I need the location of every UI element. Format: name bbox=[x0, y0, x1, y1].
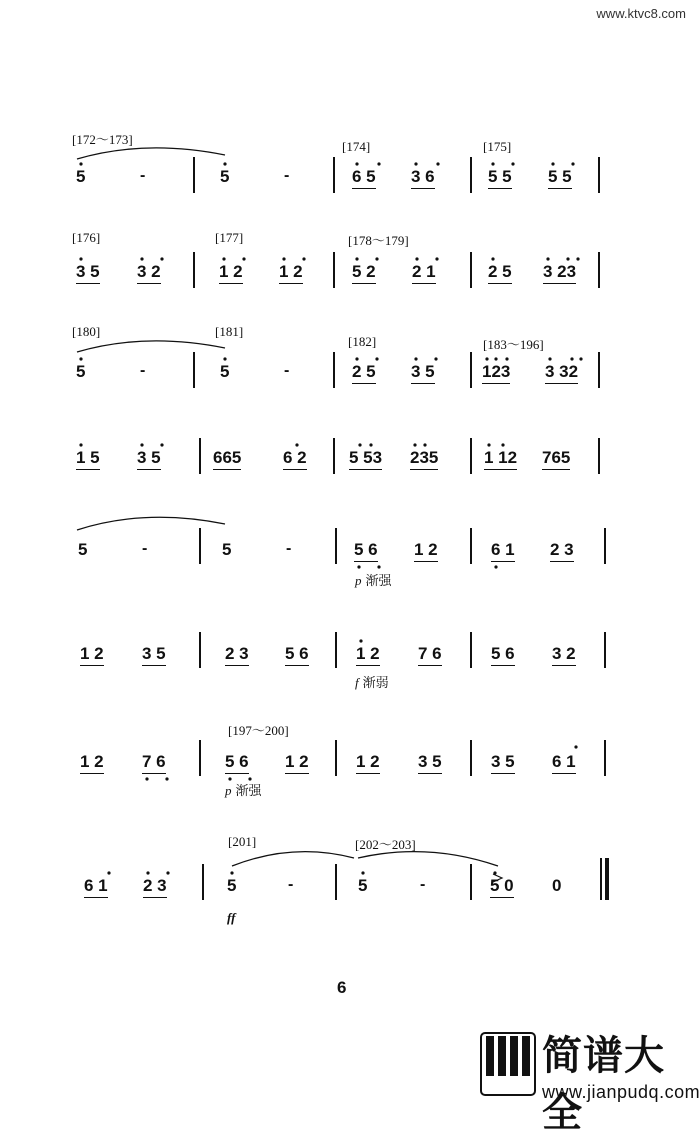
slur bbox=[75, 512, 235, 536]
dash: - bbox=[140, 362, 146, 379]
dash: - bbox=[420, 876, 426, 893]
note: 123 bbox=[482, 362, 510, 384]
note: 5 5 bbox=[548, 167, 572, 189]
note: 3 5 bbox=[418, 752, 442, 774]
octave-dots bbox=[0, 254, 600, 264]
final-barline-thin bbox=[600, 858, 602, 900]
note: 3 5 bbox=[137, 448, 161, 470]
barline bbox=[604, 632, 606, 668]
dash: - bbox=[286, 540, 292, 557]
note: 1 2 bbox=[285, 752, 309, 774]
octave-dots bbox=[0, 159, 600, 169]
piano-keys-icon bbox=[480, 1032, 536, 1096]
score-system-6 bbox=[0, 620, 700, 710]
score-system-8 bbox=[0, 828, 700, 925]
barline bbox=[199, 528, 201, 564]
note: 1 5 bbox=[76, 448, 100, 470]
note: 5 bbox=[76, 167, 86, 186]
low-octave-dots bbox=[0, 564, 600, 574]
note: 5 bbox=[78, 540, 88, 559]
note: 5 bbox=[222, 540, 232, 559]
measure-number: [176] bbox=[72, 230, 101, 245]
note: 2 5 bbox=[488, 262, 512, 284]
note: 3 6 bbox=[411, 167, 435, 189]
note: 5 53 bbox=[349, 448, 382, 470]
note: 3 2 bbox=[137, 262, 161, 284]
site-logo bbox=[480, 1024, 700, 1136]
note: 3 5 bbox=[411, 362, 435, 384]
note: 7 6 bbox=[418, 644, 442, 666]
note: 1 12 bbox=[484, 448, 517, 470]
note: 765 bbox=[542, 448, 570, 470]
dynamic-marking: f 渐弱 bbox=[355, 675, 389, 690]
note: 2 3 bbox=[143, 876, 167, 898]
octave-dots bbox=[0, 868, 600, 878]
note: 6 2 bbox=[283, 448, 307, 470]
note: 6 1 bbox=[552, 752, 576, 774]
note: 6 1 bbox=[491, 540, 515, 562]
measure-number: [178～179] bbox=[348, 233, 409, 248]
page-number: 6 bbox=[337, 978, 347, 997]
note: 6 5 bbox=[352, 167, 376, 189]
note: 665 bbox=[213, 448, 241, 470]
measure-number: [182] bbox=[348, 334, 377, 349]
note: 5 6 bbox=[225, 752, 249, 774]
measure-number: [181] bbox=[215, 324, 244, 339]
measure-number: [174] bbox=[342, 139, 371, 154]
note: 5 0 bbox=[490, 876, 514, 898]
note: 2 3 bbox=[550, 540, 574, 562]
score-system-5 bbox=[0, 510, 700, 600]
measure-number: [197～200] bbox=[228, 723, 289, 738]
barline bbox=[604, 528, 606, 564]
note: 0 bbox=[552, 876, 562, 895]
note: 3 5 bbox=[76, 262, 100, 284]
note: 2 5 bbox=[352, 362, 376, 384]
measure-number: [180] bbox=[72, 324, 101, 339]
logo-brand-text: 简谱大全 bbox=[542, 1033, 665, 1136]
note: 3 2 bbox=[552, 644, 576, 666]
note: 1 2 bbox=[279, 262, 303, 284]
note: 5 bbox=[358, 876, 368, 895]
measure-number: [183～196] bbox=[483, 337, 544, 352]
note: 5 bbox=[220, 362, 230, 381]
note: 5 bbox=[227, 876, 237, 895]
score-system-2 bbox=[0, 222, 700, 312]
score-system-7 bbox=[0, 716, 700, 806]
note: 5 6 bbox=[491, 644, 515, 666]
measure-number: [175] bbox=[483, 139, 512, 154]
note: 5 5 bbox=[488, 167, 512, 189]
note: 5 bbox=[76, 362, 86, 381]
note: 3 5 bbox=[142, 644, 166, 666]
dynamic-marking: p 渐强 bbox=[355, 573, 392, 588]
note: 235 bbox=[410, 448, 438, 470]
note: 5 6 bbox=[354, 540, 378, 562]
barline bbox=[470, 528, 472, 564]
note: 3 23 bbox=[543, 262, 576, 284]
measure-number: [172～173] bbox=[72, 132, 133, 147]
dash: - bbox=[288, 876, 294, 893]
dash: - bbox=[284, 167, 290, 184]
dash: - bbox=[140, 167, 146, 184]
note: 7 6 bbox=[142, 752, 166, 774]
note: 1 2 bbox=[414, 540, 438, 562]
note: 1 2 bbox=[356, 752, 380, 774]
dash: - bbox=[142, 540, 148, 557]
note: 6 1 bbox=[84, 876, 108, 898]
dynamic-marking: p 渐强 bbox=[225, 783, 262, 798]
note: 2 1 bbox=[412, 262, 436, 284]
score-system-1 bbox=[0, 125, 700, 215]
slur bbox=[228, 844, 528, 884]
note: 2 3 bbox=[225, 644, 249, 666]
octave-dots bbox=[0, 636, 600, 646]
note: 3 5 bbox=[491, 752, 515, 774]
note: 1 2 bbox=[80, 644, 104, 666]
barline bbox=[335, 528, 337, 564]
measure-number: [201] bbox=[228, 834, 257, 849]
octave-dots bbox=[0, 742, 600, 752]
note: 5 6 bbox=[285, 644, 309, 666]
dynamic-marking: ff bbox=[227, 910, 236, 925]
barline bbox=[604, 740, 606, 776]
dash: - bbox=[284, 362, 290, 379]
final-barline-thick bbox=[605, 858, 609, 900]
score-system-3 bbox=[0, 318, 700, 408]
logo-site-url: www.jianpudq.com bbox=[542, 1082, 700, 1102]
score-system-4 bbox=[0, 414, 700, 504]
note: 1 2 bbox=[356, 644, 380, 666]
note: 5 2 bbox=[352, 262, 376, 284]
note: 3 32 bbox=[545, 362, 578, 384]
note: 1 2 bbox=[219, 262, 243, 284]
note: 5 bbox=[220, 167, 230, 186]
octave-dots bbox=[0, 440, 600, 450]
octave-dots bbox=[0, 354, 600, 364]
note: 1 2 bbox=[80, 752, 104, 774]
low-octave-dots bbox=[0, 776, 600, 786]
measure-number: [177] bbox=[215, 230, 244, 245]
site-watermark: www.ktvc8.com bbox=[596, 6, 686, 21]
measure-number: [202～203] bbox=[355, 837, 416, 852]
